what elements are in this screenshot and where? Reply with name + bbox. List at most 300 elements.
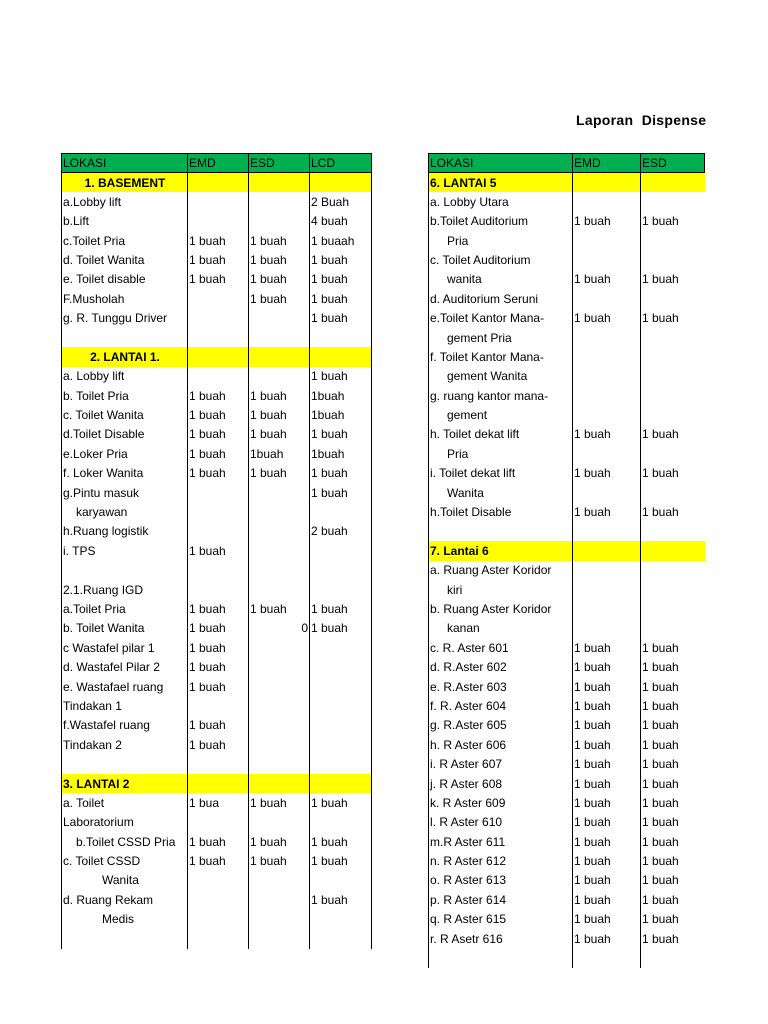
location-cell: b. Toilet Pria	[62, 386, 188, 405]
location-cell: e.Loker Pria	[62, 444, 188, 463]
emd-cell: 1 buah	[573, 425, 641, 444]
location-cell	[429, 522, 573, 541]
esd-cell	[641, 619, 705, 638]
esd-cell: 1 buah	[641, 464, 705, 483]
location-cell: d. Toilet Wanita	[62, 250, 188, 269]
emd-cell	[188, 561, 249, 580]
lcd-cell	[310, 696, 372, 715]
lcd-cell: 1 buah	[310, 425, 372, 444]
table-row	[429, 503, 705, 522]
section-row	[62, 173, 372, 192]
lcd-cell	[310, 929, 372, 948]
column-header: EMD	[573, 154, 641, 173]
esd-cell	[249, 755, 310, 774]
emd-cell: 1 bua	[188, 793, 249, 812]
table-row	[62, 328, 372, 347]
emd-cell	[188, 192, 249, 211]
emd-cell: 1 buah	[188, 716, 249, 735]
emd-cell: 1 buah	[573, 696, 641, 715]
table-row	[62, 600, 372, 619]
emd-cell	[188, 929, 249, 948]
emd-cell: 1 buah	[573, 774, 641, 793]
esd-cell	[249, 735, 310, 754]
table-row	[429, 619, 705, 638]
lcd-cell: 1 buah	[310, 309, 372, 328]
table-row	[62, 309, 372, 328]
lcd-cell: 1 buah	[310, 619, 372, 638]
emd-cell: 1 buah	[573, 813, 641, 832]
esd-cell: 1 buah	[249, 231, 310, 250]
esd-cell: 0	[249, 619, 310, 638]
location-cell: i. R Aster 607	[429, 755, 573, 774]
table-row	[62, 580, 372, 599]
location-cell: a. Lobby lift	[62, 367, 188, 386]
esd-cell: 1 buah	[641, 929, 705, 948]
emd-cell: 1 buah	[573, 929, 641, 948]
esd-cell: 1 buah	[641, 677, 705, 696]
lcd-cell	[310, 774, 372, 793]
emd-cell	[573, 173, 641, 192]
esd-cell	[641, 289, 705, 308]
emd-cell: 1 buah	[188, 677, 249, 696]
esd-cell: 1 buah	[249, 464, 310, 483]
location-cell: l. R Aster 610	[429, 813, 573, 832]
emd-cell	[573, 347, 641, 366]
emd-cell: 1 buah	[573, 755, 641, 774]
emd-cell	[573, 289, 641, 308]
esd-cell	[641, 192, 705, 211]
emd-cell	[188, 871, 249, 890]
emd-cell	[573, 541, 641, 560]
location-cell: c. Toilet Wanita	[62, 406, 188, 425]
emd-cell: 1 buah	[188, 425, 249, 444]
lcd-cell	[310, 638, 372, 657]
esd-cell: 1 buah	[249, 793, 310, 812]
lcd-cell: 1 buah	[310, 270, 372, 289]
emd-cell	[188, 910, 249, 929]
table-row	[429, 406, 705, 425]
location-cell: 2.1.Ruang IGD	[62, 580, 188, 599]
esd-cell: 1 buah	[641, 658, 705, 677]
table-row	[62, 619, 372, 638]
location-cell: Medis	[62, 910, 188, 929]
table-row	[429, 464, 705, 483]
location-cell: c Wastafel pilar 1	[62, 638, 188, 657]
location-cell: 1. BASEMENT	[62, 173, 188, 192]
emd-cell	[573, 328, 641, 347]
section-row	[62, 774, 372, 793]
table-row	[429, 735, 705, 754]
table-row	[62, 716, 372, 735]
table-row	[62, 677, 372, 696]
location-cell: j. R Aster 608	[429, 774, 573, 793]
emd-cell	[188, 328, 249, 347]
table-row	[62, 464, 372, 483]
emd-cell: 1 buah	[573, 716, 641, 735]
table-row	[62, 890, 372, 909]
table-row	[62, 561, 372, 580]
esd-cell: 1 buah	[641, 890, 705, 909]
esd-cell	[249, 173, 310, 192]
esd-cell	[249, 929, 310, 948]
location-cell: e.Toilet Kantor Mana-	[429, 309, 573, 328]
location-cell: f.Wastafel ruang	[62, 716, 188, 735]
emd-cell: 1 buah	[573, 871, 641, 890]
esd-cell: 1 buah	[249, 386, 310, 405]
location-cell	[62, 561, 188, 580]
emd-cell	[573, 522, 641, 541]
emd-cell: 1 buah	[188, 464, 249, 483]
lcd-cell	[310, 580, 372, 599]
table-row	[62, 212, 372, 231]
esd-cell	[249, 503, 310, 522]
emd-cell: 1 buah	[188, 735, 249, 754]
location-cell: b.Toilet Auditorium	[429, 212, 573, 231]
column-header: LOKASI	[429, 154, 573, 173]
esd-cell: 1 buah	[641, 774, 705, 793]
esd-cell	[249, 561, 310, 580]
esd-cell	[249, 638, 310, 657]
esd-cell: 1 buah	[641, 813, 705, 832]
emd-cell: 1 buah	[573, 658, 641, 677]
table-row	[429, 910, 705, 929]
emd-cell	[188, 309, 249, 328]
lcd-cell	[310, 561, 372, 580]
table-row	[62, 367, 372, 386]
lcd-cell: 1 buah	[310, 890, 372, 909]
table-row	[429, 890, 705, 909]
lcd-cell	[310, 910, 372, 929]
emd-cell: 1 buah	[573, 309, 641, 328]
table-row	[62, 503, 372, 522]
table-row	[429, 755, 705, 774]
esd-cell	[249, 347, 310, 366]
emd-cell	[188, 580, 249, 599]
location-cell: kiri	[429, 580, 573, 599]
location-cell: b.Lift	[62, 212, 188, 231]
emd-cell: 1 buah	[573, 910, 641, 929]
table-row	[429, 774, 705, 793]
table-row	[62, 813, 372, 832]
emd-cell	[573, 250, 641, 269]
location-cell: f. Toilet Kantor Mana-	[429, 347, 573, 366]
table-row	[429, 696, 705, 715]
location-cell: e. Toilet disable	[62, 270, 188, 289]
table-row	[62, 444, 372, 463]
lcd-cell	[310, 503, 372, 522]
table-row	[62, 192, 372, 211]
emd-cell: 1 buah	[188, 638, 249, 657]
emd-cell	[573, 386, 641, 405]
table-row	[429, 949, 705, 968]
location-cell: i. Toilet dekat lift	[429, 464, 573, 483]
lcd-cell: 1 buah	[310, 852, 372, 871]
location-cell: b.Toilet CSSD Pria	[62, 832, 188, 851]
table-row	[429, 386, 705, 405]
location-cell: d. Wastafel Pilar 2	[62, 658, 188, 677]
column-header: LOKASI	[62, 154, 188, 173]
esd-cell	[249, 367, 310, 386]
emd-cell	[188, 813, 249, 832]
location-cell	[429, 949, 573, 968]
location-cell: f. R. Aster 604	[429, 696, 573, 715]
location-cell: i. TPS	[62, 541, 188, 560]
table-row	[62, 755, 372, 774]
esd-cell: 1 buah	[641, 716, 705, 735]
location-cell: 2. LANTAI 1.	[62, 347, 188, 366]
location-cell: f. Loker Wanita	[62, 464, 188, 483]
emd-cell: 1 buah	[188, 386, 249, 405]
emd-cell	[188, 367, 249, 386]
table-row	[62, 638, 372, 657]
location-cell: Tindakan 1	[62, 696, 188, 715]
lcd-cell	[310, 677, 372, 696]
location-cell: Wanita	[429, 483, 573, 502]
esd-cell	[641, 600, 705, 619]
esd-cell: 1 buah	[249, 425, 310, 444]
table-row	[429, 347, 705, 366]
esd-cell: 1 buah	[641, 755, 705, 774]
esd-cell: 1 buah	[641, 425, 705, 444]
lcd-cell: 1 buah	[310, 483, 372, 502]
esd-cell	[249, 677, 310, 696]
location-cell: Wanita	[62, 871, 188, 890]
location-cell: p. R Aster 614	[429, 890, 573, 909]
location-cell: a.Lobby lift	[62, 192, 188, 211]
location-cell: h. R Aster 606	[429, 735, 573, 754]
esd-cell: 1 buah	[249, 250, 310, 269]
esd-cell	[249, 890, 310, 909]
table-row	[429, 425, 705, 444]
esd-cell	[249, 580, 310, 599]
section-row	[429, 541, 705, 560]
emd-cell	[188, 289, 249, 308]
emd-cell: 1 buah	[188, 619, 249, 638]
location-cell: k. R Aster 609	[429, 793, 573, 812]
table-row	[429, 600, 705, 619]
table-row	[62, 541, 372, 560]
location-cell: karyawan	[62, 503, 188, 522]
emd-cell: 1 buah	[188, 406, 249, 425]
table-row	[429, 871, 705, 890]
esd-cell	[641, 483, 705, 502]
emd-cell	[573, 406, 641, 425]
table-row	[429, 444, 705, 463]
table-row	[429, 231, 705, 250]
esd-cell: 1 buah	[641, 793, 705, 812]
emd-cell	[188, 696, 249, 715]
location-cell: a.Toilet Pria	[62, 600, 188, 619]
lcd-cell	[310, 813, 372, 832]
emd-cell: 1 buah	[573, 852, 641, 871]
table-row	[429, 677, 705, 696]
location-cell: h. Toilet dekat lift	[429, 425, 573, 444]
esd-cell	[249, 696, 310, 715]
report-title: Laporan Dispense	[576, 112, 707, 128]
esd-cell	[249, 813, 310, 832]
emd-cell: 1 buah	[188, 541, 249, 560]
table-row	[62, 832, 372, 851]
esd-cell	[641, 173, 705, 192]
emd-cell	[188, 212, 249, 231]
table-row	[429, 192, 705, 211]
emd-cell: 1 buah	[573, 735, 641, 754]
emd-cell	[573, 367, 641, 386]
location-cell: d. Auditorium Seruni	[429, 289, 573, 308]
emd-cell	[573, 600, 641, 619]
location-cell	[62, 755, 188, 774]
esd-cell: 1 buah	[641, 696, 705, 715]
table-row	[429, 793, 705, 812]
location-cell: g. R. Tunggu Driver	[62, 309, 188, 328]
location-cell: Laboratorium	[62, 813, 188, 832]
lcd-cell	[310, 541, 372, 560]
emd-cell: 1 buah	[188, 250, 249, 269]
esd-cell: 1 buah	[641, 852, 705, 871]
table-row	[429, 328, 705, 347]
table-row	[429, 212, 705, 231]
table-row	[429, 716, 705, 735]
location-cell: h.Toilet Disable	[429, 503, 573, 522]
esd-cell	[641, 386, 705, 405]
lcd-cell: 1 buah	[310, 600, 372, 619]
location-cell: q. R Aster 615	[429, 910, 573, 929]
emd-cell	[573, 444, 641, 463]
esd-cell	[641, 231, 705, 250]
esd-cell: 1buah	[249, 444, 310, 463]
emd-cell: 1 buah	[573, 212, 641, 231]
location-cell: c.Toilet Pria	[62, 231, 188, 250]
esd-cell: 1 buah	[641, 309, 705, 328]
esd-cell: 1 buah	[641, 638, 705, 657]
table-row	[62, 386, 372, 405]
esd-cell: 1 buah	[641, 735, 705, 754]
lcd-cell: 1 buah	[310, 250, 372, 269]
emd-cell: 1 buah	[573, 464, 641, 483]
table-row	[62, 852, 372, 871]
lcd-cell: 1 buah	[310, 289, 372, 308]
location-cell: a. Lobby Utara	[429, 192, 573, 211]
location-cell: F.Musholah	[62, 289, 188, 308]
table-row	[429, 929, 705, 948]
emd-cell	[188, 755, 249, 774]
table-row	[429, 483, 705, 502]
esd-cell	[641, 541, 705, 560]
esd-cell	[249, 910, 310, 929]
location-cell: n. R Aster 612	[429, 852, 573, 871]
lcd-cell: 1 buah	[310, 793, 372, 812]
table-row	[62, 696, 372, 715]
emd-cell: 1 buah	[573, 270, 641, 289]
table-row	[429, 522, 705, 541]
lcd-cell	[310, 173, 372, 192]
emd-cell	[573, 561, 641, 580]
location-cell: a. Toilet	[62, 793, 188, 812]
location-cell: o. R Aster 613	[429, 871, 573, 890]
lcd-cell: 2 buah	[310, 522, 372, 541]
emd-cell	[573, 949, 641, 968]
location-cell: d. R.Aster 602	[429, 658, 573, 677]
esd-cell	[249, 309, 310, 328]
location-cell: h.Ruang logistik	[62, 522, 188, 541]
esd-cell	[249, 658, 310, 677]
lcd-cell	[310, 735, 372, 754]
emd-cell	[188, 173, 249, 192]
esd-cell	[249, 522, 310, 541]
location-cell: Pria	[429, 231, 573, 250]
table-row	[62, 735, 372, 754]
lcd-cell	[310, 716, 372, 735]
esd-cell: 1 buah	[249, 270, 310, 289]
table-row	[62, 522, 372, 541]
table-row	[62, 425, 372, 444]
esd-cell	[641, 580, 705, 599]
location-cell: 6. LANTAI 5	[429, 173, 573, 192]
table-row	[429, 561, 705, 580]
table-row	[429, 250, 705, 269]
lcd-cell	[310, 347, 372, 366]
emd-cell	[573, 192, 641, 211]
emd-cell	[188, 483, 249, 502]
esd-cell: 1 buah	[641, 910, 705, 929]
emd-cell	[573, 619, 641, 638]
table-row	[429, 580, 705, 599]
column-header: ESD	[641, 154, 705, 173]
lcd-cell: 4 buah	[310, 212, 372, 231]
location-cell	[62, 929, 188, 948]
location-cell: a. Ruang Aster Koridor	[429, 561, 573, 580]
section-row	[62, 347, 372, 366]
section-row	[429, 173, 705, 192]
emd-cell: 1 buah	[573, 677, 641, 696]
esd-cell	[249, 212, 310, 231]
emd-cell: 1 buah	[188, 444, 249, 463]
emd-cell	[573, 231, 641, 250]
esd-cell	[641, 367, 705, 386]
esd-cell: 1 buah	[641, 270, 705, 289]
emd-cell: 1 buah	[188, 231, 249, 250]
location-cell: gement	[429, 406, 573, 425]
table-row	[429, 832, 705, 851]
table-row	[62, 929, 372, 948]
table-row	[62, 406, 372, 425]
table-row	[429, 309, 705, 328]
emd-cell	[188, 522, 249, 541]
table-row	[62, 483, 372, 502]
table-row	[62, 871, 372, 890]
table-row	[429, 638, 705, 657]
location-cell: 3. LANTAI 2	[62, 774, 188, 793]
table-row	[429, 658, 705, 677]
esd-cell: 1 buah	[249, 832, 310, 851]
table-row	[62, 793, 372, 812]
emd-cell	[573, 483, 641, 502]
lcd-cell: 1buah	[310, 406, 372, 425]
location-cell: c. Toilet CSSD	[62, 852, 188, 871]
lcd-cell	[310, 871, 372, 890]
esd-cell: 1 buah	[249, 289, 310, 308]
location-cell: wanita	[429, 270, 573, 289]
esd-cell	[641, 444, 705, 463]
table-row	[429, 813, 705, 832]
lcd-cell: 1 buah	[310, 832, 372, 851]
left-table	[61, 153, 372, 949]
table-row	[429, 270, 705, 289]
location-cell: Pria	[429, 444, 573, 463]
header-row	[62, 154, 372, 173]
column-header: EMD	[188, 154, 249, 173]
header-row	[429, 154, 705, 173]
